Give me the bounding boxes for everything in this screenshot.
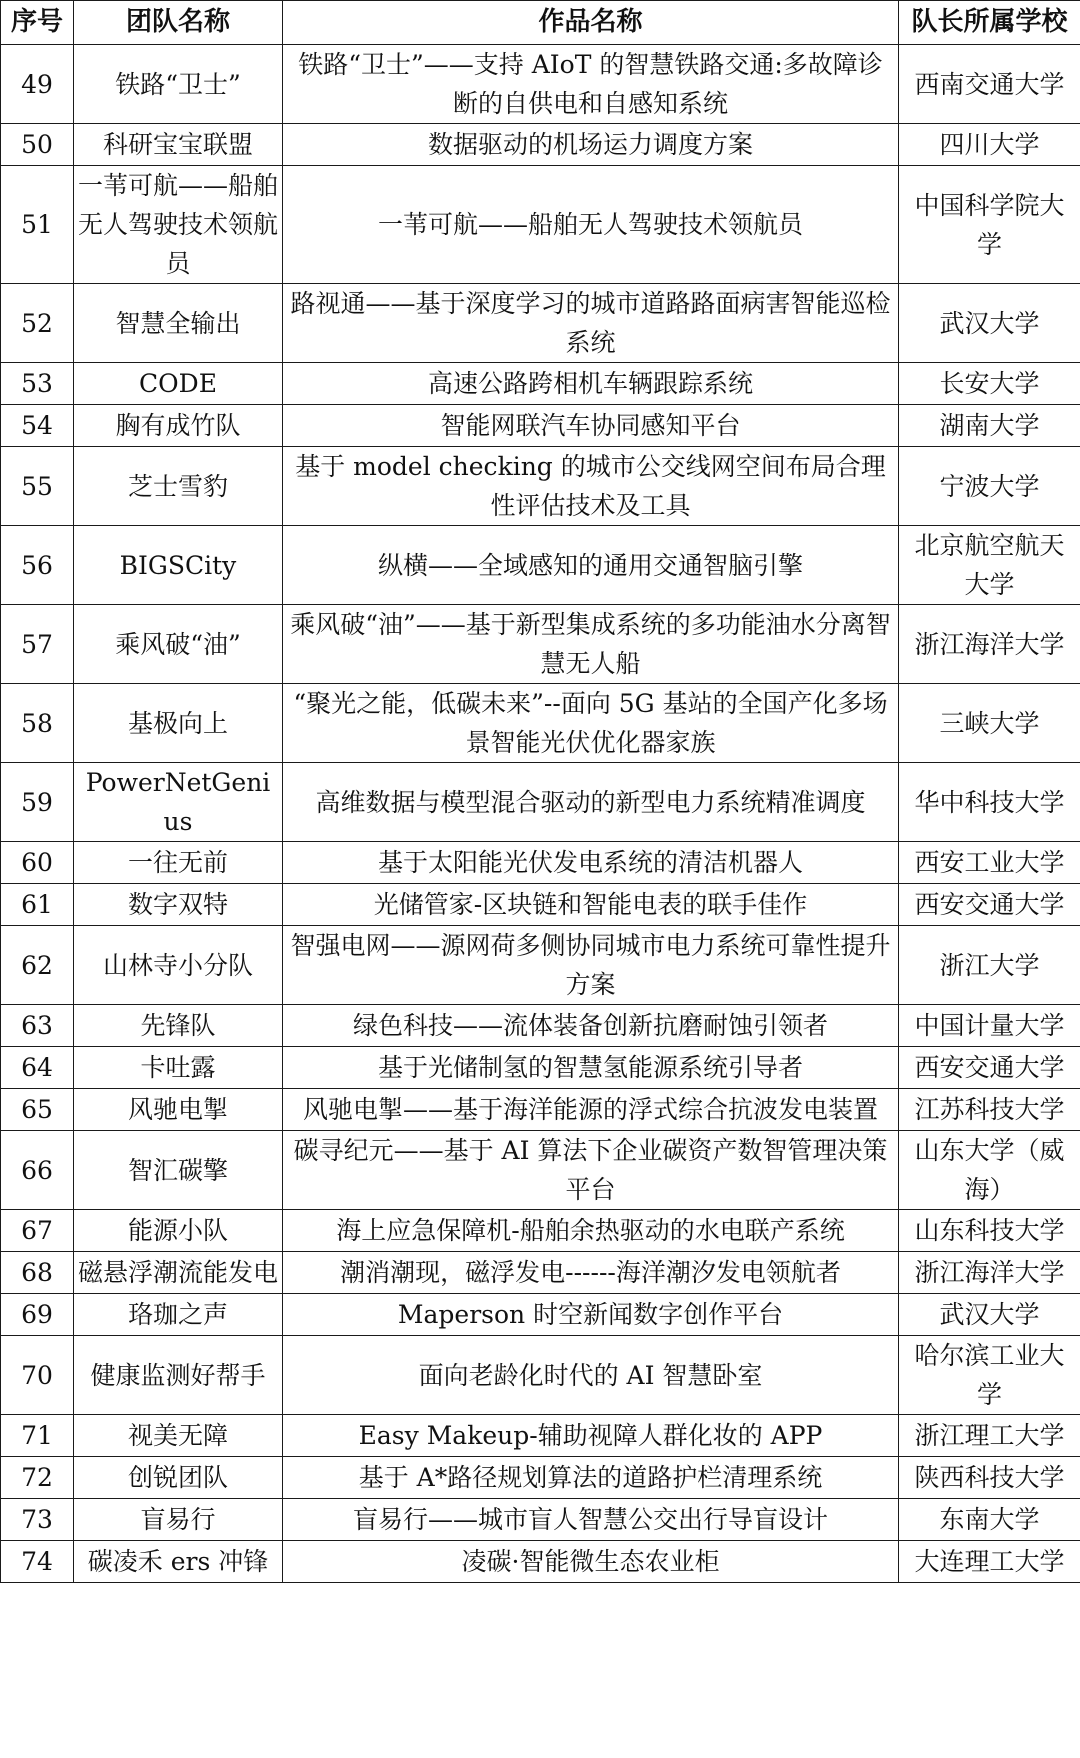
- team-name: 一往无前: [74, 842, 283, 884]
- team-name: PowerNetGenius: [74, 763, 283, 842]
- work-name: Maperson 时空新闻数字创作平台: [283, 1294, 899, 1336]
- work-name: 智能网联汽车协同感知平台: [283, 405, 899, 447]
- school-name: 西安交通大学: [899, 1047, 1080, 1089]
- team-name: 一苇可航——船舶无人驾驶技术领航员: [74, 166, 283, 284]
- work-name: 风驰电掣——基于海洋能源的浮式综合抗波发电装置: [283, 1089, 899, 1131]
- work-name: 乘风破“油”——基于新型集成系统的多功能油水分离智慧无人船: [283, 605, 899, 684]
- team-name: 珞珈之声: [74, 1294, 283, 1336]
- header-number: 序号: [1, 1, 74, 45]
- table-row: [1, 605, 1080, 684]
- work-name: 高维数据与模型混合驱动的新型电力系统精准调度: [283, 763, 899, 842]
- school-name: 四川大学: [899, 124, 1080, 166]
- row-number: 62: [1, 926, 74, 1005]
- school-name: 江苏科技大学: [899, 1089, 1080, 1131]
- team-name: 铁路“卫士”: [74, 45, 283, 124]
- row-number: 64: [1, 1047, 74, 1089]
- work-name: 高速公路跨相机车辆跟踪系统: [283, 363, 899, 405]
- school-name: 西南交通大学: [899, 45, 1080, 124]
- table-row: [1, 1131, 1080, 1210]
- team-name: 碳凌禾 ers 冲锋: [74, 1541, 283, 1583]
- work-name: 光储管家-区块链和智能电表的联手佳作: [283, 884, 899, 926]
- row-number: 59: [1, 763, 74, 842]
- school-name: 湖南大学: [899, 405, 1080, 447]
- school-name: 中国计量大学: [899, 1005, 1080, 1047]
- table-row: [1, 447, 1080, 526]
- team-name: 创锐团队: [74, 1457, 283, 1499]
- team-name: 胸有成竹队: [74, 405, 283, 447]
- team-name: 数字双特: [74, 884, 283, 926]
- table-row: [1, 1005, 1080, 1047]
- table-row: [1, 405, 1080, 447]
- row-number: 67: [1, 1210, 74, 1252]
- table-row: [1, 45, 1080, 124]
- school-name: 宁波大学: [899, 447, 1080, 526]
- work-name: 纵横——全域感知的通用交通智脑引擎: [283, 526, 899, 605]
- school-name: 山东大学（威海）: [899, 1131, 1080, 1210]
- table-row: [1, 1336, 1080, 1415]
- work-name: 绿色科技——流体装备创新抗磨耐蚀引领者: [283, 1005, 899, 1047]
- row-number: 50: [1, 124, 74, 166]
- table-row: [1, 1499, 1080, 1541]
- team-name: BIGSCity: [74, 526, 283, 605]
- row-number: 72: [1, 1457, 74, 1499]
- team-name: 基极向上: [74, 684, 283, 763]
- school-name: 三峡大学: [899, 684, 1080, 763]
- team-name: 乘风破“油”: [74, 605, 283, 684]
- work-name: 凌碳·智能微生态农业柜: [283, 1541, 899, 1583]
- team-name: 科研宝宝联盟: [74, 124, 283, 166]
- table-row: [1, 1541, 1080, 1583]
- team-name: 风驰电掣: [74, 1089, 283, 1131]
- table-row: [1, 526, 1080, 605]
- work-name: 碳寻纪元——基于 AI 算法下企业碳资产数智管理决策平台: [283, 1131, 899, 1210]
- work-name: 铁路“卫士”——支持 AIoT 的智慧铁路交通:多故障诊断的自供电和自感知系统: [283, 45, 899, 124]
- team-name: 芝士雪豹: [74, 447, 283, 526]
- table-row: [1, 1457, 1080, 1499]
- table-row: [1, 1089, 1080, 1131]
- table-row: [1, 1294, 1080, 1336]
- row-number: 54: [1, 405, 74, 447]
- row-number: 60: [1, 842, 74, 884]
- school-name: 浙江大学: [899, 926, 1080, 1005]
- row-number: 49: [1, 45, 74, 124]
- table-header: [1, 1, 1080, 45]
- row-number: 56: [1, 526, 74, 605]
- work-name: 面向老龄化时代的 AI 智慧卧室: [283, 1336, 899, 1415]
- school-name: 武汉大学: [899, 1294, 1080, 1336]
- row-number: 65: [1, 1089, 74, 1131]
- header-school: 队长所属学校: [899, 1, 1080, 45]
- table-row: [1, 1415, 1080, 1457]
- team-name: 能源小队: [74, 1210, 283, 1252]
- row-number: 69: [1, 1294, 74, 1336]
- work-name: 基于 model checking 的城市公交线网空间布局合理性评估技术及工具: [283, 447, 899, 526]
- table-row: [1, 284, 1080, 363]
- row-number: 63: [1, 1005, 74, 1047]
- table-row: [1, 1047, 1080, 1089]
- team-name: 卡吐露: [74, 1047, 283, 1089]
- table-row: [1, 684, 1080, 763]
- school-name: 西安工业大学: [899, 842, 1080, 884]
- work-name: 一苇可航——船舶无人驾驶技术领航员: [283, 166, 899, 284]
- work-name: 路视通——基于深度学习的城市道路路面病害智能巡检系统: [283, 284, 899, 363]
- school-name: 大连理工大学: [899, 1541, 1080, 1583]
- school-name: 西安交通大学: [899, 884, 1080, 926]
- row-number: 53: [1, 363, 74, 405]
- table-row: [1, 1210, 1080, 1252]
- work-name: 基于太阳能光伏发电系统的清洁机器人: [283, 842, 899, 884]
- row-number: 70: [1, 1336, 74, 1415]
- table-row: [1, 842, 1080, 884]
- row-number: 73: [1, 1499, 74, 1541]
- row-number: 57: [1, 605, 74, 684]
- team-name: 视美无障: [74, 1415, 283, 1457]
- team-name: 智汇碳擎: [74, 1131, 283, 1210]
- row-number: 52: [1, 284, 74, 363]
- table-row: [1, 763, 1080, 842]
- work-name: 潮消潮现，磁浮发电------海洋潮汐发电领航者: [283, 1252, 899, 1294]
- school-name: 华中科技大学: [899, 763, 1080, 842]
- team-name: 山林寺小分队: [74, 926, 283, 1005]
- header-row: [1, 1, 1080, 45]
- team-name: 智慧全输出: [74, 284, 283, 363]
- work-name: 数据驱动的机场运力调度方案: [283, 124, 899, 166]
- row-number: 68: [1, 1252, 74, 1294]
- school-name: 北京航空航天大学: [899, 526, 1080, 605]
- table-row: [1, 124, 1080, 166]
- school-name: 中国科学院大学: [899, 166, 1080, 284]
- row-number: 51: [1, 166, 74, 284]
- work-name: 智强电网——源网荷多侧协同城市电力系统可靠性提升方案: [283, 926, 899, 1005]
- school-name: 山东科技大学: [899, 1210, 1080, 1252]
- team-name: 盲易行: [74, 1499, 283, 1541]
- work-name: Easy Makeup-辅助视障人群化妆的 APP: [283, 1415, 899, 1457]
- team-name: CODE: [74, 363, 283, 405]
- row-number: 74: [1, 1541, 74, 1583]
- school-name: 浙江海洋大学: [899, 1252, 1080, 1294]
- table-body: [1, 45, 1080, 1583]
- work-name: 海上应急保障机-船舶余热驱动的水电联产系统: [283, 1210, 899, 1252]
- school-name: 浙江海洋大学: [899, 605, 1080, 684]
- team-name: 先锋队: [74, 1005, 283, 1047]
- table-row: [1, 884, 1080, 926]
- row-number: 61: [1, 884, 74, 926]
- row-number: 58: [1, 684, 74, 763]
- school-name: 东南大学: [899, 1499, 1080, 1541]
- header-work-name: 作品名称: [283, 1, 899, 45]
- school-name: 长安大学: [899, 363, 1080, 405]
- row-number: 66: [1, 1131, 74, 1210]
- work-name: 基于光储制氢的智慧氢能源系统引导者: [283, 1047, 899, 1089]
- school-name: 武汉大学: [899, 284, 1080, 363]
- work-name: 基于 A*路径规划算法的道路护栏清理系统: [283, 1457, 899, 1499]
- team-name: 健康监测好帮手: [74, 1336, 283, 1415]
- row-number: 71: [1, 1415, 74, 1457]
- table-row: [1, 1252, 1080, 1294]
- school-name: 陕西科技大学: [899, 1457, 1080, 1499]
- school-name: 哈尔滨工业大学: [899, 1336, 1080, 1415]
- row-number: 55: [1, 447, 74, 526]
- header-team-name: 团队名称: [74, 1, 283, 45]
- table-row: [1, 166, 1080, 284]
- work-name: 盲易行——城市盲人智慧公交出行导盲设计: [283, 1499, 899, 1541]
- table-row: [1, 926, 1080, 1005]
- team-name: 磁悬浮潮流能发电: [74, 1252, 283, 1294]
- table-row: [1, 363, 1080, 405]
- school-name: 浙江理工大学: [899, 1415, 1080, 1457]
- work-name: “聚光之能，低碳未来”--面向 5G 基站的全国产化多场景智能光伏优化器家族: [283, 684, 899, 763]
